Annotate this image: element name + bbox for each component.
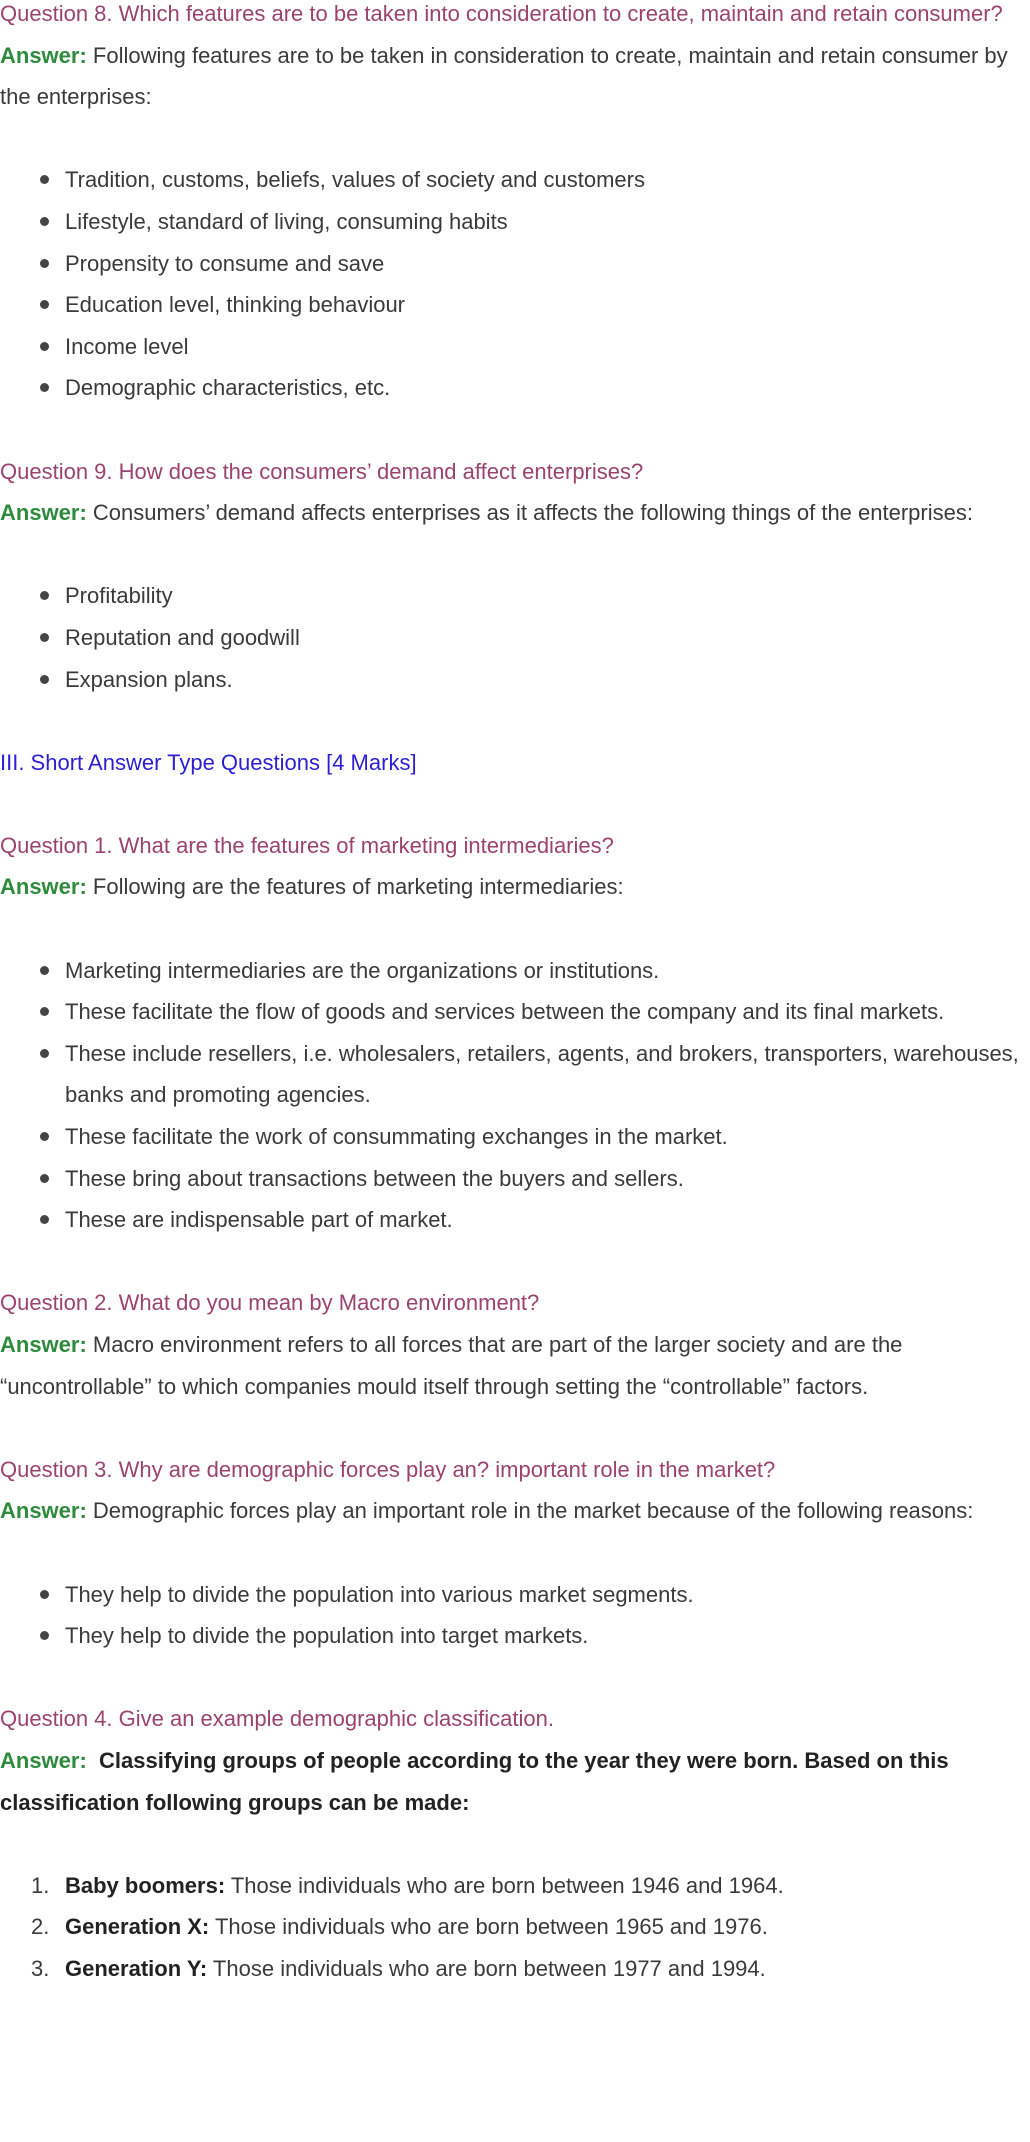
answer-label: Answer: [0,500,87,526]
s3-reasons-list [0,1574,1030,1657]
list-item: They help to divide the population into various market segments. [65,1574,1030,1616]
answer-text: Following are the features of marketing intermediaries: [86,874,624,900]
short-question-1: Question 1. What are the features of marketing intermediaries? [0,832,614,858]
list-item: Education level, thinking behaviour [65,284,1030,326]
list-item: They help to divide the population into target markets. [65,1615,1030,1657]
bullet-icon [40,1631,49,1640]
q8-feature-list [0,159,1030,409]
short-question-4: Question 4. Give an example demographic classification. [0,1706,554,1732]
answer-text: Demographic forces play an important role in the market because of the following reasons: [86,1498,974,1524]
short-answer-3 [0,1490,1030,1532]
bullet-icon [40,1590,49,1599]
list-item: Demographic characteristics, etc. [65,367,1030,409]
list-item: These are indispensable part of market. [65,1199,1030,1241]
term: Generation X: [65,1914,210,1940]
bullet-icon [40,259,49,268]
short-answer-4 [0,1740,1030,1823]
question-8: Question 8. Which features are to be taken into consideration to create, maintain and retain consumer? [0,1,1003,26]
bullet-icon [40,217,49,226]
answer-label: Answer: [0,42,87,68]
list-item: Propensity to consume and save [65,243,1030,285]
answer-9 [0,492,1030,534]
list-item: Reputation and goodwill [65,617,1030,659]
term: Baby boomers: [65,1872,226,1898]
short-answer-2 [0,1324,1030,1407]
short-question-3: Question 3. Why are demographic forces play an? important role in the market? [0,1456,776,1482]
answer-text: Consumers’ demand affects enterprises as it affects the following things of the enterprises: [86,500,973,526]
short-question-2: Question 2. What do you mean by Macro environment? [0,1290,540,1316]
list-item: 3. Generation Y: Those individuals who are born between 1977 and 1994. [31,1955,766,1981]
bullet-icon [40,675,49,684]
answer-text: Macro environment refers to all forces that are part of the larger society and are the “uncontrollable” to which companies mould itself through setting the “controllable” factors. [0,1332,903,1399]
bullet-icon [40,342,49,351]
generation-list [0,1865,1030,1990]
answer-label: Answer: [0,1747,87,1773]
bullet-icon [40,300,49,309]
list-item: Expansion plans. [65,659,1030,701]
list-item: Income level [65,326,1030,368]
short-answer-1 [0,866,1030,908]
bullet-icon [40,591,49,600]
list-item: These facilitate the work of consummating exchanges in the market. [65,1116,1030,1158]
list-item: These facilitate the flow of goods and services between the company and its final markets. [65,991,1030,1033]
bullet-icon [40,383,49,392]
list-item: Tradition, customs, beliefs, values of society and customers [65,159,1030,201]
bullet-icon [40,966,49,975]
bullet-icon [40,1049,49,1058]
bullet-icon [40,633,49,642]
bullet-icon [40,1215,49,1224]
list-item: 1. Baby boomers: Those individuals who are born between 1946 and 1964. [31,1872,784,1898]
bullet-icon [40,1007,49,1016]
bullet-icon [40,175,49,184]
list-item: 2. Generation X: Those individuals who are born between 1965 and 1976. [31,1914,768,1940]
list-item: Marketing intermediaries are the organizations or institutions. [65,950,1030,992]
section-heading: III. Short Answer Type Questions [4 Marks] [0,749,417,775]
answer-label: Answer: [0,874,87,900]
answer-text: Following features are to be taken in consideration to create, maintain and retain consumer by the enterprises: [0,42,1008,110]
bullet-icon [40,1174,49,1183]
answer-label: Answer: [0,1498,87,1524]
term: Generation Y: [65,1955,208,1981]
question-9: Question 9. How does the consumers’ demand affect enterprises? [0,458,644,484]
q9-effects-list [0,575,1030,700]
list-item: Profitability [65,575,1030,617]
answer-label: Answer: [0,1332,87,1357]
answer-text: Classifying groups of people according to the year they were born. Based on this classification following groups can be made: [0,1747,949,1815]
list-item: Lifestyle, standard of living, consuming habits [65,201,1030,243]
list-item: These include resellers, i.e. wholesalers, retailers, agents, and brokers, transporters, warehouses, banks and promoting agencies. [65,1033,1030,1116]
answer-8 [0,35,1030,118]
list-item: These bring about transactions between the buyers and sellers. [65,1158,1030,1200]
s1-feature-list [0,950,1030,1241]
bullet-icon [40,1132,49,1141]
